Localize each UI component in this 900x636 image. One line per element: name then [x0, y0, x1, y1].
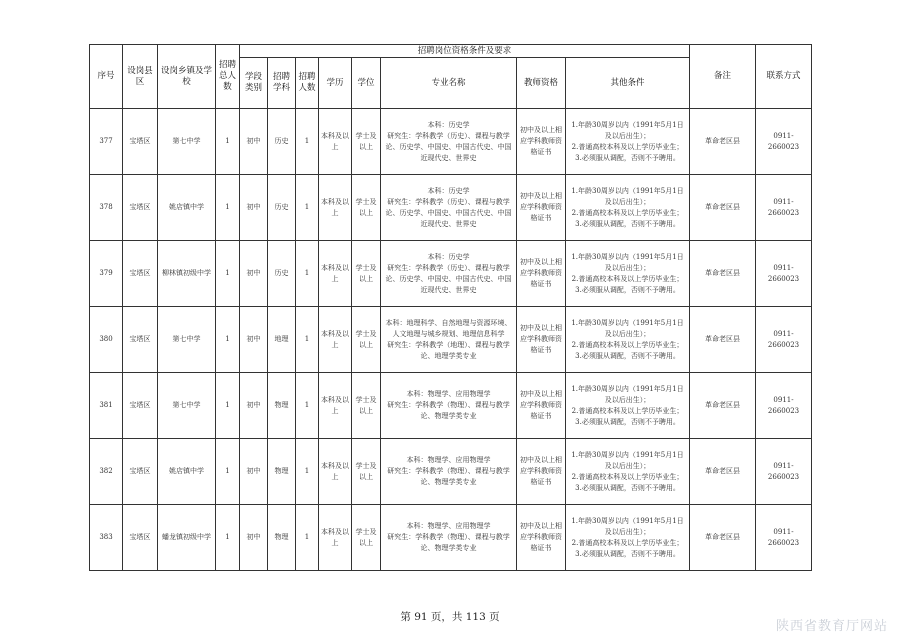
- row-subject: 历史: [268, 241, 296, 307]
- row-subject: 历史: [268, 175, 296, 241]
- row-contact: 0911-2660023: [756, 175, 812, 241]
- row-edu: 本科及以上: [319, 307, 352, 373]
- major-line: 研究生：学科教学（历史）、课程与教学论、历史学、中国史、中国古代史、中国近现代史、世界史: [385, 263, 512, 294]
- header-seq: 序号: [90, 45, 123, 109]
- row-other: [566, 373, 690, 439]
- header-stage: 学段类别: [240, 58, 268, 109]
- row-major: [381, 175, 517, 241]
- condition-line: 2.普通高校本科及以上学历毕业生；: [571, 208, 684, 217]
- row-edu: 本科及以上: [319, 373, 352, 439]
- row-total: 1: [216, 505, 240, 571]
- row-cert: 初中及以上相应学科教师资格证书: [517, 175, 566, 241]
- table-row: [90, 505, 812, 571]
- row-contact: 0911-2660023: [756, 373, 812, 439]
- row-county: 宝塔区: [123, 241, 158, 307]
- major-line: 本科：历史学: [427, 252, 470, 261]
- row-county: 宝塔区: [123, 373, 158, 439]
- condition-line: 3.必须服从调配，否则不予聘用。: [575, 219, 680, 228]
- row-other: [566, 439, 690, 505]
- row-school: 第七中学: [158, 109, 216, 175]
- condition-line: 3.必须服从调配，否则不予聘用。: [575, 417, 680, 426]
- header-group: 招聘岗位资格条件及要求: [240, 45, 690, 58]
- condition-line: 3.必须服从调配，否则不予聘用。: [575, 285, 680, 294]
- row-cert: 初中及以上相应学科教师资格证书: [517, 373, 566, 439]
- row-degree: 学士及以上: [352, 307, 381, 373]
- row-school: 第七中学: [158, 373, 216, 439]
- header-subject: 招聘学科: [268, 58, 296, 109]
- row-cert: 初中及以上相应学科教师资格证书: [517, 241, 566, 307]
- row-cert: 初中及以上相应学科教师资格证书: [517, 439, 566, 505]
- row-other: [566, 505, 690, 571]
- row-school: 姚店镇中学: [158, 439, 216, 505]
- row-count: 1: [296, 175, 319, 241]
- row-note: 革命老区县: [690, 373, 756, 439]
- major-line: 研究生：学科教学（地理）、课程与教学论、地理学类专业: [387, 340, 510, 360]
- condition-line: 2.普通高校本科及以上学历毕业生；: [571, 340, 684, 349]
- row-stage: 初中: [240, 439, 268, 505]
- row-county: 宝塔区: [123, 439, 158, 505]
- row-count: 1: [296, 241, 319, 307]
- table-body: [90, 109, 812, 571]
- row-seq: 381: [90, 373, 123, 439]
- header-edu: 学历: [319, 58, 352, 109]
- condition-line: 3.必须服从调配，否则不予聘用。: [575, 483, 680, 492]
- row-degree: 学士及以上: [352, 439, 381, 505]
- row-total: 1: [216, 109, 240, 175]
- row-contact: 0911-2660023: [756, 439, 812, 505]
- major-line: 研究生：学科教学（历史）、课程与教学论、历史学、中国史、中国古代史、中国近现代史、世界史: [385, 131, 512, 162]
- row-count: 1: [296, 307, 319, 373]
- row-seq: 383: [90, 505, 123, 571]
- row-edu: 本科及以上: [319, 109, 352, 175]
- recruitment-table: [89, 44, 812, 571]
- major-line: 研究生：学科教学（历史）、课程与教学论、历史学、中国史、中国古代史、中国近现代史、世界史: [385, 197, 512, 228]
- condition-line: 3.必须服从调配，否则不予聘用。: [575, 153, 680, 162]
- row-stage: 初中: [240, 241, 268, 307]
- condition-line: 1.年龄30周岁以内（1991年5月1日及以后出生）；: [571, 318, 684, 338]
- major-line: 研究生：学科教学（物理）、课程与教学论、物理学类专业: [387, 533, 510, 552]
- major-line: 本科：物理学、应用物理学: [406, 390, 491, 398]
- row-contact: 0911-2660023: [756, 109, 812, 175]
- table-row: [90, 109, 812, 175]
- row-degree: 学士及以上: [352, 373, 381, 439]
- row-major: [381, 307, 517, 373]
- row-contact: 0911-2660023: [756, 307, 812, 373]
- row-edu: 本科及以上: [319, 439, 352, 505]
- table-row: [90, 241, 812, 307]
- row-note: 革命老区县: [690, 241, 756, 307]
- row-degree: 学士及以上: [352, 175, 381, 241]
- header-county: 设岗县区: [123, 45, 158, 109]
- header-school: 设岗乡镇及学校: [158, 45, 216, 109]
- condition-line: 1.年龄30周岁以内（1991年5月1日及以后出生）；: [571, 450, 684, 470]
- row-total: 1: [216, 241, 240, 307]
- major-line: 本科：物理学、应用物理学: [406, 456, 491, 464]
- row-note: 革命老区县: [690, 175, 756, 241]
- header-contact: 联系方式: [756, 45, 812, 109]
- row-other: [566, 307, 690, 373]
- header-total: 招聘总人数: [216, 45, 240, 109]
- row-degree: 学士及以上: [352, 505, 381, 571]
- row-subject: 历史: [268, 109, 296, 175]
- condition-line: 2.普通高校本科及以上学历毕业生；: [571, 538, 684, 547]
- header-other: 其他条件: [566, 58, 690, 109]
- row-cert: 初中及以上相应学科教师资格证书: [517, 109, 566, 175]
- row-contact: 0911-2660023: [756, 505, 812, 571]
- condition-line: 3.必须服从调配，否则不予聘用。: [575, 549, 680, 558]
- row-school: 蟠龙镇初级中学: [158, 505, 216, 571]
- major-line: 本科：历史学: [427, 186, 470, 195]
- row-seq: 378: [90, 175, 123, 241]
- header-note: 备注: [690, 45, 756, 109]
- major-line: 研究生：学科教学（物理）、课程与教学论、物理学类专业: [387, 401, 510, 420]
- header-cert: 教师资格: [517, 58, 566, 109]
- row-note: 革命老区县: [690, 109, 756, 175]
- header-row-top: [90, 45, 812, 58]
- row-total: 1: [216, 175, 240, 241]
- row-total: 1: [216, 307, 240, 373]
- row-seq: 379: [90, 241, 123, 307]
- table-row: [90, 439, 812, 505]
- table-row: [90, 175, 812, 241]
- condition-line: 2.普通高校本科及以上学历毕业生；: [571, 472, 684, 481]
- major-line: 本科：地理科学、自然地理与资源环境、 人文地理与城乡规划、地理信息科学: [385, 318, 512, 338]
- row-count: 1: [296, 109, 319, 175]
- row-contact: 0911-2660023: [756, 241, 812, 307]
- row-stage: 初中: [240, 175, 268, 241]
- row-county: 宝塔区: [123, 175, 158, 241]
- row-edu: 本科及以上: [319, 241, 352, 307]
- condition-line: 1.年龄30周岁以内（1991年5月1日及以后出生）；: [571, 186, 684, 206]
- row-subject: 物理: [268, 439, 296, 505]
- row-edu: 本科及以上: [319, 175, 352, 241]
- row-seq: 377: [90, 109, 123, 175]
- row-subject: 物理: [268, 505, 296, 571]
- watermark: 陕西省教育厅网站: [775, 619, 888, 634]
- row-total: 1: [216, 439, 240, 505]
- header-degree: 学位: [352, 58, 381, 109]
- table-row: [90, 373, 812, 439]
- row-stage: 初中: [240, 505, 268, 571]
- condition-line: 2.普通高校本科及以上学历毕业生；: [571, 274, 684, 283]
- row-subject: 物理: [268, 373, 296, 439]
- header-major: 专业名称: [381, 58, 517, 109]
- condition-line: 3.必须服从调配，否则不予聘用。: [575, 351, 680, 360]
- row-note: 革命老区县: [690, 439, 756, 505]
- row-note: 革命老区县: [690, 307, 756, 373]
- row-county: 宝塔区: [123, 505, 158, 571]
- row-major: [381, 439, 517, 505]
- row-total: 1: [216, 373, 240, 439]
- row-degree: 学士及以上: [352, 241, 381, 307]
- row-count: 1: [296, 373, 319, 439]
- major-line: 研究生：学科教学（物理）、课程与教学论、物理学类专业: [387, 467, 510, 486]
- row-county: 宝塔区: [123, 307, 158, 373]
- row-degree: 学士及以上: [352, 109, 381, 175]
- row-other: [566, 109, 690, 175]
- row-stage: 初中: [240, 307, 268, 373]
- major-line: 本科：历史学: [427, 120, 470, 129]
- condition-line: 1.年龄30周岁以内（1991年5月1日及以后出生）；: [571, 252, 684, 272]
- condition-line: 2.普通高校本科及以上学历毕业生；: [571, 142, 684, 151]
- condition-line: 1.年龄30周岁以内（1991年5月1日及以后出生）；: [571, 120, 684, 140]
- page-footer: 第 91 页，共 113 页: [400, 611, 500, 623]
- row-seq: 380: [90, 307, 123, 373]
- row-major: [381, 505, 517, 571]
- row-major: [381, 109, 517, 175]
- row-major: [381, 373, 517, 439]
- major-line: 本科：物理学、应用物理学: [406, 522, 491, 530]
- condition-line: 1.年龄30周岁以内（1991年5月1日及以后出生）；: [571, 384, 684, 404]
- row-county: 宝塔区: [123, 109, 158, 175]
- row-seq: 382: [90, 439, 123, 505]
- condition-line: 1.年龄30周岁以内（1991年5月1日及以后出生）；: [571, 516, 684, 536]
- row-stage: 初中: [240, 109, 268, 175]
- row-other: [566, 241, 690, 307]
- row-school: 柳林镇初级中学: [158, 241, 216, 307]
- row-cert: 初中及以上相应学科教师资格证书: [517, 505, 566, 571]
- header-count: 招聘人数: [296, 58, 319, 109]
- condition-line: 2.普通高校本科及以上学历毕业生；: [571, 406, 684, 415]
- table-row: [90, 307, 812, 373]
- row-stage: 初中: [240, 373, 268, 439]
- row-other: [566, 175, 690, 241]
- row-cert: 初中及以上相应学科教师资格证书: [517, 307, 566, 373]
- row-count: 1: [296, 439, 319, 505]
- row-note: 革命老区县: [690, 505, 756, 571]
- row-edu: 本科及以上: [319, 505, 352, 571]
- row-school: 姚店镇中学: [158, 175, 216, 241]
- row-count: 1: [296, 505, 319, 571]
- row-major: [381, 241, 517, 307]
- row-school: 第七中学: [158, 307, 216, 373]
- row-subject: 地理: [268, 307, 296, 373]
